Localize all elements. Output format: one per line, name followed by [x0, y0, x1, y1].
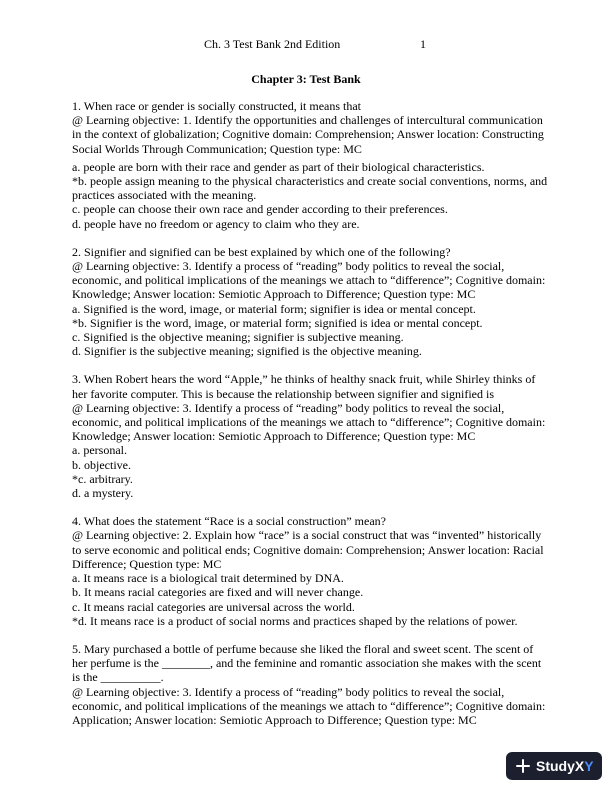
page-header — [0, 37, 612, 53]
answer-option: d. a mystery. — [72, 486, 134, 501]
question-meta: @ Learning objective: 2. Explain how “race” is a social construct that was “invented” historically to serve economic and political ends; Cognitive domain: Comprehension; Answer location: Racial Difference; Question type: MC — [72, 528, 544, 571]
plus-icon — [516, 759, 530, 773]
brand-name-accent: Y — [584, 758, 594, 774]
answer-option: *b. Signifier is the word, image, or material form; signified is idea or mental concept. — [72, 315, 483, 330]
answer-option: a. Signified is the word, image, or material form; signifier is idea or mental concept. — [72, 301, 476, 316]
question-stem: 3. When Robert hears the word “Apple,” he thinks of healthy snack fruit, while Shirley thinks of her favorite computer. This is because the relationship between signifier and signified is — [72, 372, 536, 401]
answer-option: d. people have no freedom or agency to claim who they are. — [72, 216, 360, 231]
studyxy-logo-badge[interactable] — [506, 752, 602, 780]
answer-option: *b. people assign meaning to the physical characteristics and create social conventions, norms, and practices associated with the meaning. — [72, 174, 548, 203]
answer-option: b. It means racial categories are fixed and will never change. — [72, 585, 364, 600]
question-2 — [72, 245, 548, 359]
question-meta: @ Learning objective: 3. Identify a process of “reading” body politics to reveal the social, economic, and political implications of the meanings we attach to “difference”; Cognitive domain: Application; Answer location: Semiotic Approach to Difference; Question type: MC — [72, 684, 546, 727]
question-stem: 5. Mary purchased a bottle of perfume because she liked the floral and sweet scent. The scent of her perfume is the ________, and the feminine and romantic association she makes with the scent is the __________. — [72, 641, 542, 685]
answer-option: a. It means race is a biological trait determined by DNA. — [72, 571, 344, 586]
question-meta: @ Learning objective: 3. Identify a process of “reading” body politics to reveal the social, economic, and political implications of the meanings we attach to “difference”; Cognitive domain: Knowledge; Answer location: Semiotic Approach to Difference; Question type: MC — [72, 259, 546, 302]
answer-option: c. Signified is the objective meaning; signifier is subjective meaning. — [72, 330, 404, 345]
answer-option: a. people are born with their race and gender as part of their biological characteristics. — [72, 159, 485, 174]
brand-name: StudyX — [536, 758, 585, 774]
answer-option: a. personal. — [72, 443, 127, 458]
chapter-title: Chapter 3: Test Bank — [251, 72, 361, 86]
question-1 — [72, 99, 548, 231]
question-stem: 1. When race or gender is socially constructed, it means that — [72, 99, 362, 113]
question-list — [72, 99, 548, 741]
answer-option: c. people can choose their own race and gender according to their preferences. — [72, 202, 448, 217]
answer-option: *c. arbitrary. — [72, 471, 133, 486]
question-meta: @ Learning objective: 3. Identify a process of “reading” body politics to reveal the social, economic, and political implications of the meanings we attach to “difference”; Cognitive domain: Knowledge; Answer location: Semiotic Approach to Difference; Question type: MC — [72, 400, 546, 444]
header-title: Ch. 3 Test Bank 2nd Edition — [204, 37, 341, 51]
question-5 — [72, 642, 548, 727]
page-number: 1 — [420, 37, 426, 51]
question-4 — [72, 514, 548, 628]
question-stem: 4. What does the statement “Race is a social construction” mean? — [72, 514, 386, 529]
answer-option: *d. It means race is a product of social norms and practices shaped by the relations of power. — [72, 613, 518, 628]
question-stem: 2. Signifier and signified can be best explained by which one of the following? — [72, 244, 451, 259]
answer-option: b. objective. — [72, 457, 131, 472]
answer-option: d. Signifier is the subjective meaning; signified is the objective meaning. — [72, 344, 422, 359]
answer-option: c. It means racial categories are universal across the world. — [72, 599, 355, 614]
question-meta: @ Learning objective: 1. Identify the opportunities and challenges of intercultural communication in the context of globalization; Cognitive domain: Comprehension; Answer location: Constructing Social Worlds Through Communication; Question type: MC — [72, 113, 544, 156]
question-3 — [72, 372, 548, 500]
